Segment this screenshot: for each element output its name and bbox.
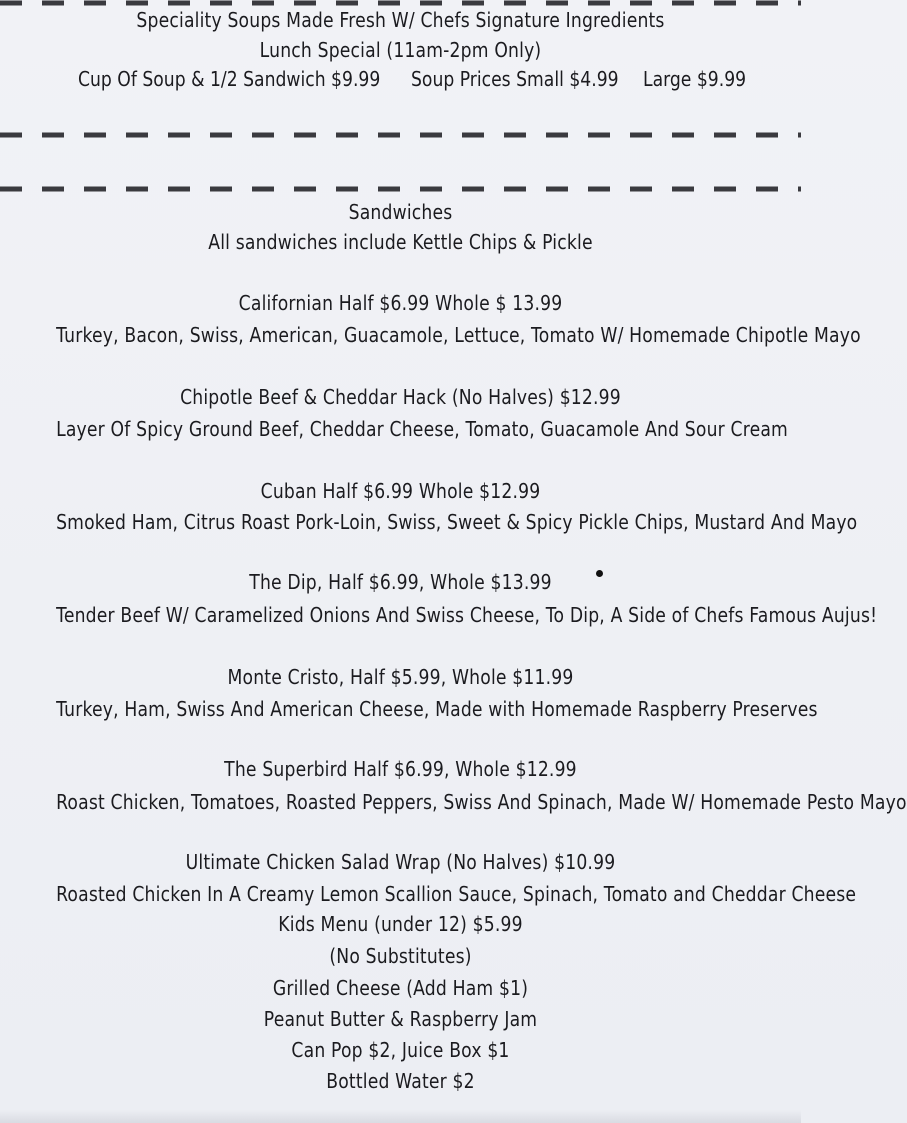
kids-menu-note: (No Substitutes): [329, 944, 472, 968]
dashed-divider: [0, 186, 801, 192]
kids-menu-item: Peanut Butter & Raspberry Jam: [263, 1007, 538, 1031]
soup-prices-row: [0, 64, 801, 94]
sandwich-description: Roasted Chicken In A Creamy Lemon Scallion Sauce, Spinach, Tomato and Cheddar Cheese: [56, 882, 857, 906]
dashed-divider: [0, 0, 801, 6]
sandwich-description: Turkey, Ham, Swiss And American Cheese, Made with Homemade Raspberry Preserves: [56, 697, 818, 721]
sandwich-name: Monte Cristo, Half $5.99, Whole $11.99: [227, 665, 574, 689]
sandwich-description: Layer Of Spicy Ground Beef, Cheddar Cheese, Tomato, Guacamole And Sour Cream: [56, 417, 788, 441]
soup-small-price: Soup Prices Small $4.99: [411, 67, 619, 91]
kids-menu-item: Grilled Cheese (Add Ham $1): [272, 976, 529, 1000]
cup-and-half-sandwich-price: Cup Of Soup & 1/2 Sandwich $9.99: [78, 67, 381, 91]
sandwich-name: The Superbird Half $6.99, Whole $12.99: [224, 757, 577, 781]
sandwich-description: Turkey, Bacon, Swiss, American, Guacamole, Lettuce, Tomato W/ Homemade Chipotle Mayo: [56, 323, 861, 347]
sandwich-description: Smoked Ham, Citrus Roast Pork-Loin, Swiss, Sweet & Spicy Pickle Chips, Mustard And Mayo: [56, 510, 858, 534]
sandwiches-heading: Sandwiches: [348, 200, 453, 224]
page-bottom-edge: [0, 1110, 801, 1123]
kids-menu-title: Kids Menu (under 12) $5.99: [278, 912, 523, 936]
kids-menu-item: Bottled Water $2: [326, 1069, 475, 1093]
sandwiches-note: All sandwiches include Kettle Chips & Pickle: [208, 230, 593, 254]
sandwich-name: Californian Half $6.99 Whole $ 13.99: [238, 291, 563, 315]
kids-menu-item: Can Pop $2, Juice Box $1: [291, 1038, 510, 1062]
stray-dot: [596, 570, 603, 577]
dashed-divider: [0, 132, 801, 138]
sandwich-name: The Dip, Half $6.99, Whole $13.99: [249, 570, 552, 594]
sandwich-name: Ultimate Chicken Salad Wrap (No Halves) $10.99: [185, 850, 616, 874]
sandwich-description: Tender Beef W/ Caramelized Onions And Swiss Cheese, To Dip, A Side of Chefs Famous Aujus!: [56, 603, 878, 627]
soups-title: Speciality Soups Made Fresh W/ Chefs Signature Ingredients: [136, 8, 665, 32]
sandwich-name: Cuban Half $6.99 Whole $12.99: [260, 479, 541, 503]
lunch-special: Lunch Special (11am-2pm Only): [259, 38, 542, 62]
sandwich-description: Roast Chicken, Tomatoes, Roasted Peppers, Swiss And Spinach, Made W/ Homemade Pesto Mayo: [56, 790, 907, 814]
soup-large-price: Large $9.99: [643, 67, 747, 91]
sandwich-name: Chipotle Beef & Cheddar Hack (No Halves) $12.99: [180, 385, 621, 409]
